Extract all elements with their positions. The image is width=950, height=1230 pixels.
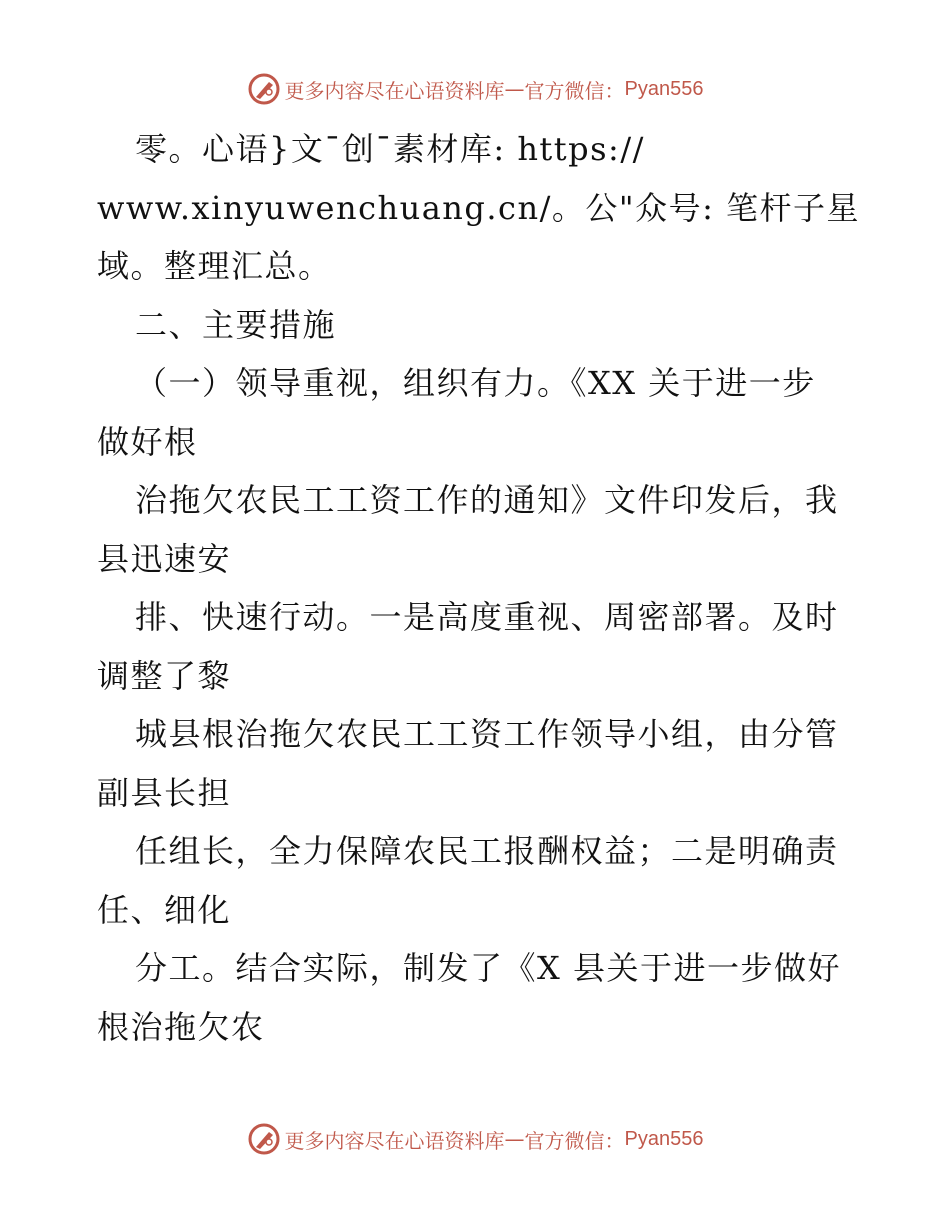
footer-banner (0, 1122, 950, 1156)
body-line: 城县根治拖欠农民工工资工作领导小组，由分管 (135, 715, 839, 753)
body-line: 排、快速行动。一是高度重视、周密部署。及时 (135, 598, 839, 636)
banner-title: 更多内容尽在心语资料库 (284, 1128, 505, 1153)
body-line: www.xinyuwenchuang.cn/。公"众号: 笔杆子星 (97, 188, 861, 227)
section-heading: 二、主要措施 (135, 305, 337, 344)
banner-wechat-label: 官方微信： (524, 78, 625, 103)
body-line: （一）领导重视，组织有力。《XX 关于进一步 (135, 364, 816, 402)
banner-wechat-id: Pyan556 (624, 1127, 704, 1150)
body-line: 县迅速安 (97, 539, 232, 578)
banner-wechat-id: Pyan556 (624, 77, 704, 100)
body-line: 零。心语}文¯创¯素材库: https:// (135, 130, 645, 168)
body-line: 任组长，全力保障农民工报酬权益；二是明确责 (135, 832, 839, 870)
body-line: 调整了黎 (97, 656, 232, 695)
header-banner (0, 72, 950, 106)
banner-title: 更多内容尽在心语资料库 (284, 78, 505, 103)
body-line: 治拖欠农民工工资工作的通知》文件印发后，我 (135, 481, 839, 519)
body-line: 副县长担 (97, 773, 232, 812)
document-body (97, 120, 861, 1056)
pen-logo-icon (247, 72, 281, 106)
pen-logo-icon (247, 1122, 281, 1156)
body-line: 做好根 (97, 422, 198, 461)
body-line: 域。整理汇总。 (97, 247, 332, 285)
body-line: 根治拖欠农 (97, 1007, 265, 1046)
body-line: 任、细化 (97, 890, 232, 929)
banner-dash: — (504, 77, 525, 101)
banner-wechat-label: 官方微信： (524, 1128, 625, 1153)
banner-dash: — (504, 1127, 525, 1151)
body-line: 分工。结合实际，制发了《X 县关于进一步做好 (135, 949, 841, 987)
